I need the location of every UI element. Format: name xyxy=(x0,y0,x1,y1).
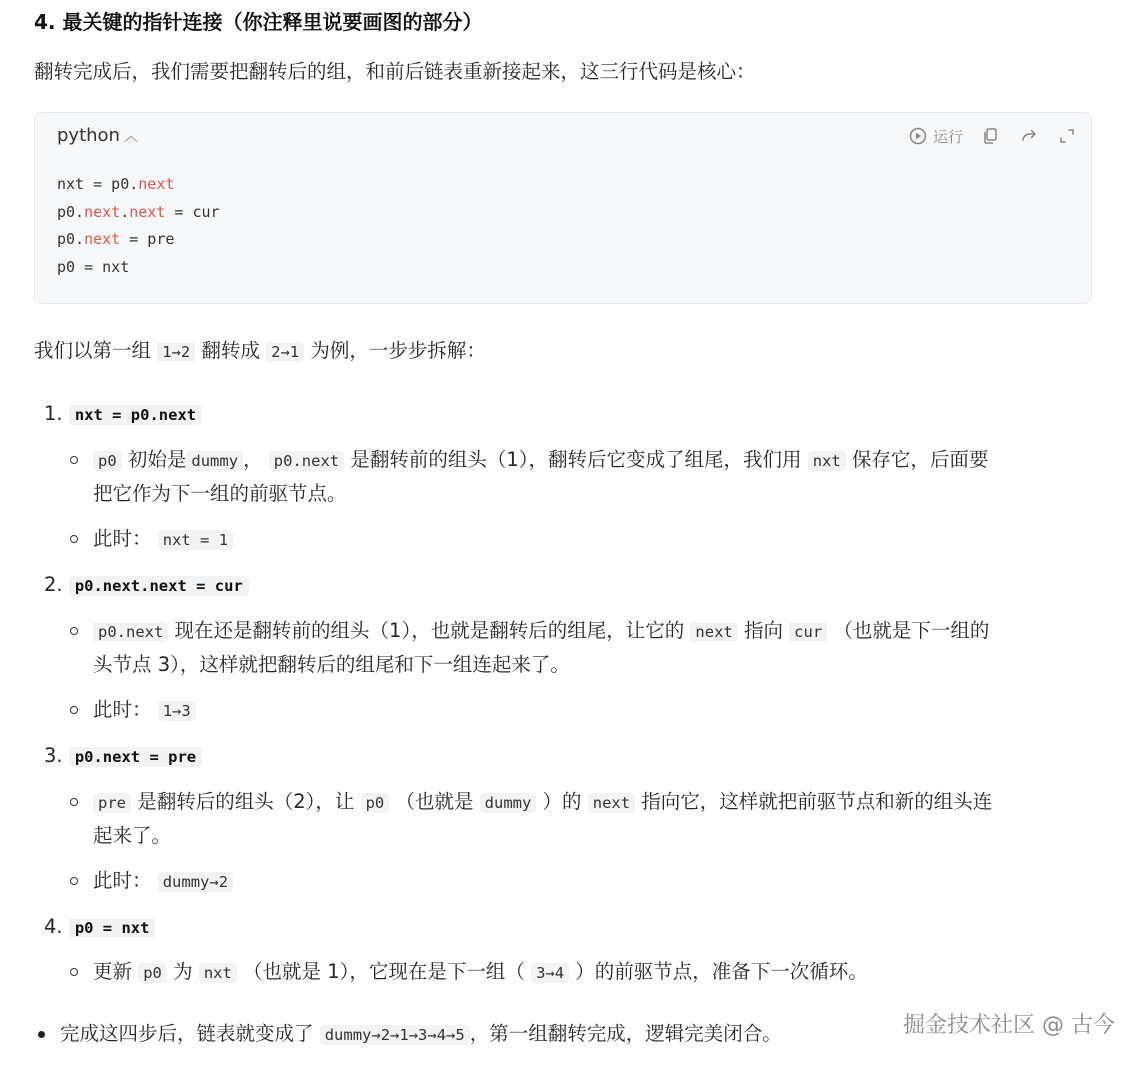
section-heading: 4. 最关键的指针连接（你注释里说要画图的部分） xyxy=(34,10,483,34)
step-3-detail: pre 是翻转后的组头（2），让 p0 （也就是 dummy ）的 next 指向它，这样就把前驱节点和新的组头连 xyxy=(93,785,992,820)
code-line: nxt = p0.next xyxy=(57,175,175,193)
watermark: 掘金技术社区 @ 古今 xyxy=(903,1013,1115,1038)
step-3-title: 3. p0.next = pre xyxy=(44,739,202,774)
code-content xyxy=(57,171,220,281)
sub-bullet xyxy=(70,535,78,543)
code-line: p0.next = pre xyxy=(57,230,175,248)
step-4-detail: 更新 p0 为 nxt （也就是 1），它现在是下一组（ 3→4 ）的前驱节点，准备下一次循环。 xyxy=(93,960,868,983)
code-tools xyxy=(908,122,1077,150)
sub-bullet xyxy=(70,627,78,635)
step-2-detail-cont: 头节点 3），这样就把翻转后的组尾和下一组连起来了。 xyxy=(93,653,570,676)
intro-paragraph: 翻转完成后，我们需要把翻转后的组，和前后链表重新接起来，这三行代码是核心： xyxy=(34,60,756,83)
inline-code: 2→1 xyxy=(266,342,304,362)
summary-paragraph: 完成这四步后，链表就变成了 dummy→2→1→3→4→5 ，第一组翻转完成，逻辑完美闭合。 xyxy=(60,1022,782,1045)
example-paragraph: 我们以第一组 1→2 翻转成 2→1 为例，一步步拆解： xyxy=(34,339,486,362)
run-button[interactable] xyxy=(908,126,963,147)
code-language-toggle[interactable] xyxy=(57,122,138,151)
copy-icon[interactable] xyxy=(981,126,1001,146)
step-2-title: 2. p0.next.next = cur xyxy=(44,568,249,603)
step-3-detail-cont: 起来了。 xyxy=(93,824,172,847)
sub-bullet xyxy=(70,877,78,885)
chevron-up-icon: ︿ xyxy=(123,129,138,145)
step-2-detail: p0.next 现在还是翻转前的组头（1），也就是翻转后的组尾，让它的 next 指向 cur （也就是下一组的 xyxy=(93,614,989,649)
code-line: p0.next.next = cur xyxy=(57,202,220,221)
step-4-title: 4. p0 = nxt xyxy=(44,910,155,945)
play-circle-icon xyxy=(908,126,928,146)
sub-bullet xyxy=(70,456,78,464)
step-3-state: 此时： dummy→2 xyxy=(93,864,233,899)
bullet-dot xyxy=(38,1031,45,1038)
code-line: p0 = nxt xyxy=(57,257,130,276)
sub-bullet xyxy=(70,968,78,976)
step-1-detail-cont: 把它作为下一组的前驱节点。 xyxy=(93,482,347,505)
step-1-title: 1. nxt = p0.next xyxy=(44,397,202,432)
sub-bullet xyxy=(70,798,78,806)
sub-bullet xyxy=(70,706,78,714)
run-label: 运行 xyxy=(932,127,963,146)
share-icon[interactable] xyxy=(1019,126,1039,146)
step-2-state: 此时： 1→3 xyxy=(93,693,196,728)
code-language-label: python xyxy=(57,125,120,146)
code-toolbar xyxy=(35,113,1091,157)
code-block xyxy=(34,112,1092,304)
step-1-state: 此时： nxt = 1 xyxy=(93,522,233,557)
inline-code: 1→2 xyxy=(157,342,195,362)
expand-icon[interactable] xyxy=(1057,126,1077,146)
step-1-detail: p0 初始是 dummy ， p0.next 是翻转前的组头（1），翻转后它变成了组尾，我们用 nxt 保存它，后面要 xyxy=(93,443,988,478)
